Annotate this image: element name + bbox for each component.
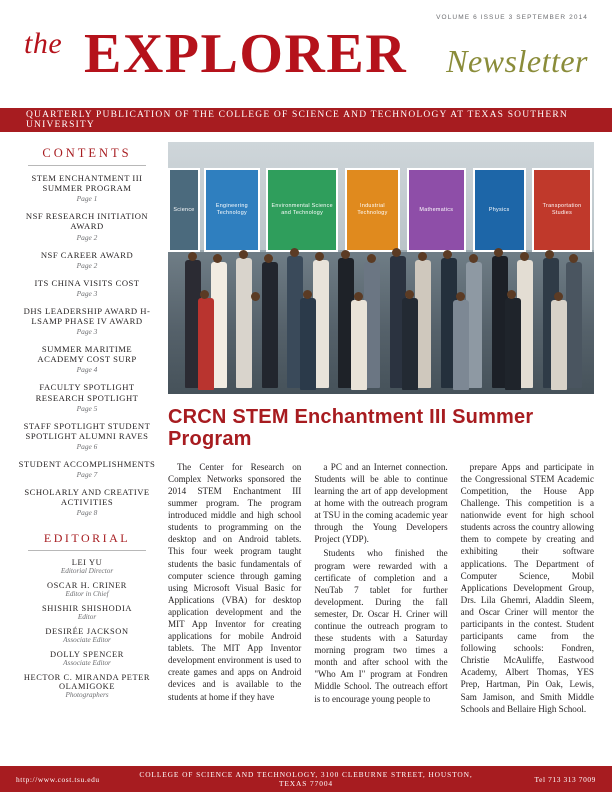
main-column bbox=[156, 142, 594, 754]
article-paragraph: The Center for Research on Complex Networks sponsored the 2014 STEM Enchantment III summer program. The program introduced middle and high school students to programming on the desktop and on Android tablets. This four week program taught students the basic fundamentals of computer science through gaming using Microsoft Visual Basic for Applications (VBA) for desktop application development and the MIT App Inventor for creating applications for mobile Android tablets. The MIT App Inventor development environment is used to create games and apps on Android devices and is available to the students at home if they have bbox=[168, 461, 302, 702]
editorial-person-1 bbox=[18, 558, 156, 575]
sidebar bbox=[18, 142, 156, 754]
toc-item-page: Page 1 bbox=[76, 194, 98, 204]
editorial-person-6 bbox=[18, 673, 156, 699]
photo-person-head bbox=[303, 290, 312, 299]
masthead-newsletter: Newsletter bbox=[446, 43, 588, 79]
toc-item-7[interactable] bbox=[18, 382, 156, 412]
toc-item-1[interactable] bbox=[18, 173, 156, 203]
photo-person-head bbox=[354, 292, 363, 301]
photo-person bbox=[566, 262, 582, 388]
toc-item-title: STAFF SPOTLIGHT STUDENT SPOTLIGHT ALUMNI RAVES bbox=[23, 420, 151, 441]
article-columns bbox=[168, 461, 594, 715]
toc-item-6[interactable] bbox=[18, 344, 156, 374]
toc-item-page: Page 2 bbox=[76, 260, 98, 270]
photo-person bbox=[351, 300, 367, 390]
toc-item-title: NSF RESEARCH INITIATION AWARD bbox=[25, 211, 149, 232]
exhibit-panel-label: Environmental Science and Technology bbox=[271, 203, 333, 216]
photo-person bbox=[198, 298, 214, 390]
toc-item-8[interactable] bbox=[18, 421, 156, 451]
photo-person-head bbox=[418, 252, 427, 261]
toc-item-page: Page 6 bbox=[76, 441, 98, 451]
photo-person-head bbox=[520, 252, 529, 261]
photo-person-head bbox=[469, 254, 478, 263]
photo-person-head bbox=[456, 292, 465, 301]
exhibit-panel-label: Physics bbox=[488, 206, 510, 213]
photo-person-head bbox=[367, 254, 376, 263]
article-column-3 bbox=[461, 461, 594, 715]
editorial-name: DESIRÉE JACKSON bbox=[45, 627, 129, 637]
photo-person-head bbox=[188, 252, 197, 261]
masthead bbox=[0, 0, 612, 108]
exhibit-panel-label: Mathematics bbox=[419, 206, 454, 213]
exhibit-panel-industrial-technology bbox=[345, 168, 400, 252]
toc-item-page: Page 8 bbox=[76, 508, 98, 518]
photo-person bbox=[505, 298, 521, 390]
editorial-name: HECTOR C. MIRANDA PETER OLAMIGOKE bbox=[23, 673, 151, 692]
toc-item-2[interactable] bbox=[18, 211, 156, 241]
masthead-the: the bbox=[24, 27, 63, 60]
photo-person bbox=[300, 298, 316, 390]
photo-person bbox=[551, 300, 567, 390]
photo-person-head bbox=[554, 292, 563, 301]
footer-address: COLLEGE OF SCIENCE AND TECHNOLOGY, 3100 CLEBURNE STREET, HOUSTON, TEXAS 77004 bbox=[139, 770, 473, 788]
toc-item-4[interactable] bbox=[18, 278, 156, 298]
photo-person-head bbox=[392, 248, 401, 257]
photo-person bbox=[402, 298, 418, 390]
photo-person bbox=[249, 300, 265, 390]
footer-phone: Tel 713 313 7009 bbox=[534, 774, 596, 784]
editorial-person-2 bbox=[18, 581, 156, 598]
toc-item-3[interactable] bbox=[18, 250, 156, 270]
publication-banner-text: QUARTERLY PUBLICATION OF THE COLLEGE OF SCIENCE AND TECHNOLOGY AT TEXAS SOUTHERN UNIVERSITY bbox=[26, 110, 568, 130]
article-column-1 bbox=[168, 461, 301, 715]
editorial-heading: EDITORIAL bbox=[43, 531, 131, 546]
toc-item-title: FACULTY SPOTLIGHT RESEARCH SPOTLIGHT bbox=[35, 382, 139, 403]
article-column-2 bbox=[314, 461, 447, 715]
divider bbox=[28, 165, 146, 166]
exhibit-panel-mathematics bbox=[407, 168, 467, 252]
toc-item-title: SCHOLARLY AND CREATIVE ACTIVITIES bbox=[24, 487, 150, 508]
toc-item-page: Page 4 bbox=[76, 365, 98, 375]
footer-website[interactable]: http://www.cost.tsu.edu bbox=[16, 774, 100, 784]
editorial-person-4 bbox=[18, 627, 156, 644]
editorial-person-5 bbox=[18, 650, 156, 667]
editorial-role: Editorial Director bbox=[60, 567, 114, 576]
editorial-section bbox=[18, 531, 156, 699]
article-paragraph: a PC and an Internet connection. Students will be able to continue learning the art of app development at home with the outreach program at TSU in the coming academic year through the Young Developers Project (YDP). bbox=[314, 461, 448, 545]
article-photo bbox=[168, 142, 594, 394]
toc-item-page: Page 3 bbox=[76, 327, 98, 337]
editorial-role: Associate Editor bbox=[63, 659, 111, 668]
exhibit-panel-label: Transportation Studies bbox=[542, 203, 582, 216]
exhibit-panel-science bbox=[168, 168, 200, 252]
editorial-role: Editor in Chief bbox=[65, 590, 109, 599]
masthead-explorer: EXPLORER bbox=[84, 23, 408, 85]
photo-person-head bbox=[341, 250, 350, 259]
toc-item-title: ITS CHINA VISITS COST bbox=[34, 277, 140, 288]
exhibit-panel-transportation-studies bbox=[532, 168, 592, 252]
exhibit-panel-engineering-technology bbox=[204, 168, 259, 252]
toc-item-title: STUDENT ACCOMPLISHMENTS bbox=[18, 458, 156, 469]
editorial-person-3 bbox=[18, 604, 156, 621]
toc-item-title: NSF CAREER AWARD bbox=[40, 249, 134, 260]
exhibit-panel-label: Engineering Technology bbox=[215, 203, 248, 216]
photo-person-head bbox=[405, 290, 414, 299]
toc-item-title: DHS LEADERSHIP AWARD H-LSAMP PHASE IV AWARD bbox=[23, 305, 151, 326]
article-title: CRCN STEM Enchantment III Summer Program bbox=[168, 406, 534, 451]
toc-item-page: Page 5 bbox=[76, 403, 98, 413]
issue-line: VOLUME 6 ISSUE 3 SEPTEMBER 2014 bbox=[436, 14, 588, 21]
editorial-role: Editor bbox=[77, 613, 97, 622]
toc-item-page: Page 7 bbox=[76, 470, 98, 480]
toc-item-page: Page 2 bbox=[76, 232, 98, 242]
toc-item-5[interactable] bbox=[18, 306, 156, 336]
toc-item-9[interactable] bbox=[18, 459, 156, 479]
exhibit-panel-environmental-science bbox=[266, 168, 338, 252]
toc-item-title: STEM ENCHANTMENT III SUMMER PROGRAM bbox=[31, 173, 143, 194]
divider bbox=[28, 550, 146, 551]
article-paragraph: prepare Apps and participate in the Congressional STEM Academic Competition, the House App Challenge. This competition is a nationwide event for high school students across the country allowing them to compete by creating and exhibiting their software applications. The Department of Computer Science, Mobil Applications Development Group, Drs. Lila Ghemri, Aladdin Sleem, and Oscar Criner will mentor the participants in the contest. Student participants came from the following schools: Fondren, Christie McAuliffe, Eastwood Academy, Albert Thomas, YES Prep, Hartman, Pin Oak, Lewis, Sam Jamison, and Smith Middle Schools and Bellaire High School. bbox=[460, 461, 594, 714]
photo-person bbox=[453, 300, 469, 390]
exhibit-panel-physics bbox=[473, 168, 526, 252]
exhibit-panel-label: Science bbox=[173, 206, 195, 213]
editorial-name: OSCAR H. CRINER bbox=[47, 581, 127, 591]
photo-person-head bbox=[239, 250, 248, 259]
exhibit-panel-label: Industrial Technology bbox=[357, 203, 388, 216]
page-footer bbox=[0, 766, 612, 792]
toc-item-title: SUMMER MARITIME ACADEMY COST SURP bbox=[37, 344, 137, 365]
article-paragraph: Students who finished the program were rewarded with a certificate of completion and a NeuTab 7 tablet for further development. During the fall semester, Dr. Oscar H. Criner will continue the outreach program to these students with a Saturday morning program two times a month and after school with the "Who Am I" program at Fondren Middle School. The outreach effort is to encourage young people to bbox=[314, 548, 448, 704]
editorial-name: SHISHIR SHISHODIA bbox=[41, 604, 132, 614]
editorial-name: LEI YU bbox=[71, 558, 103, 568]
photo-person-head bbox=[290, 248, 299, 257]
photo-person-head bbox=[569, 254, 578, 263]
toc-item-10[interactable] bbox=[18, 487, 156, 517]
title-row bbox=[22, 21, 590, 97]
editorial-role: Associate Editor bbox=[63, 636, 111, 645]
publication-banner bbox=[0, 108, 612, 132]
contents-heading: CONTENTS bbox=[42, 146, 132, 160]
editorial-name: DOLLY SPENCER bbox=[50, 650, 124, 660]
editorial-role: Photographers bbox=[65, 691, 109, 700]
toc-item-page: Page 3 bbox=[76, 288, 98, 298]
content-area bbox=[0, 132, 612, 754]
